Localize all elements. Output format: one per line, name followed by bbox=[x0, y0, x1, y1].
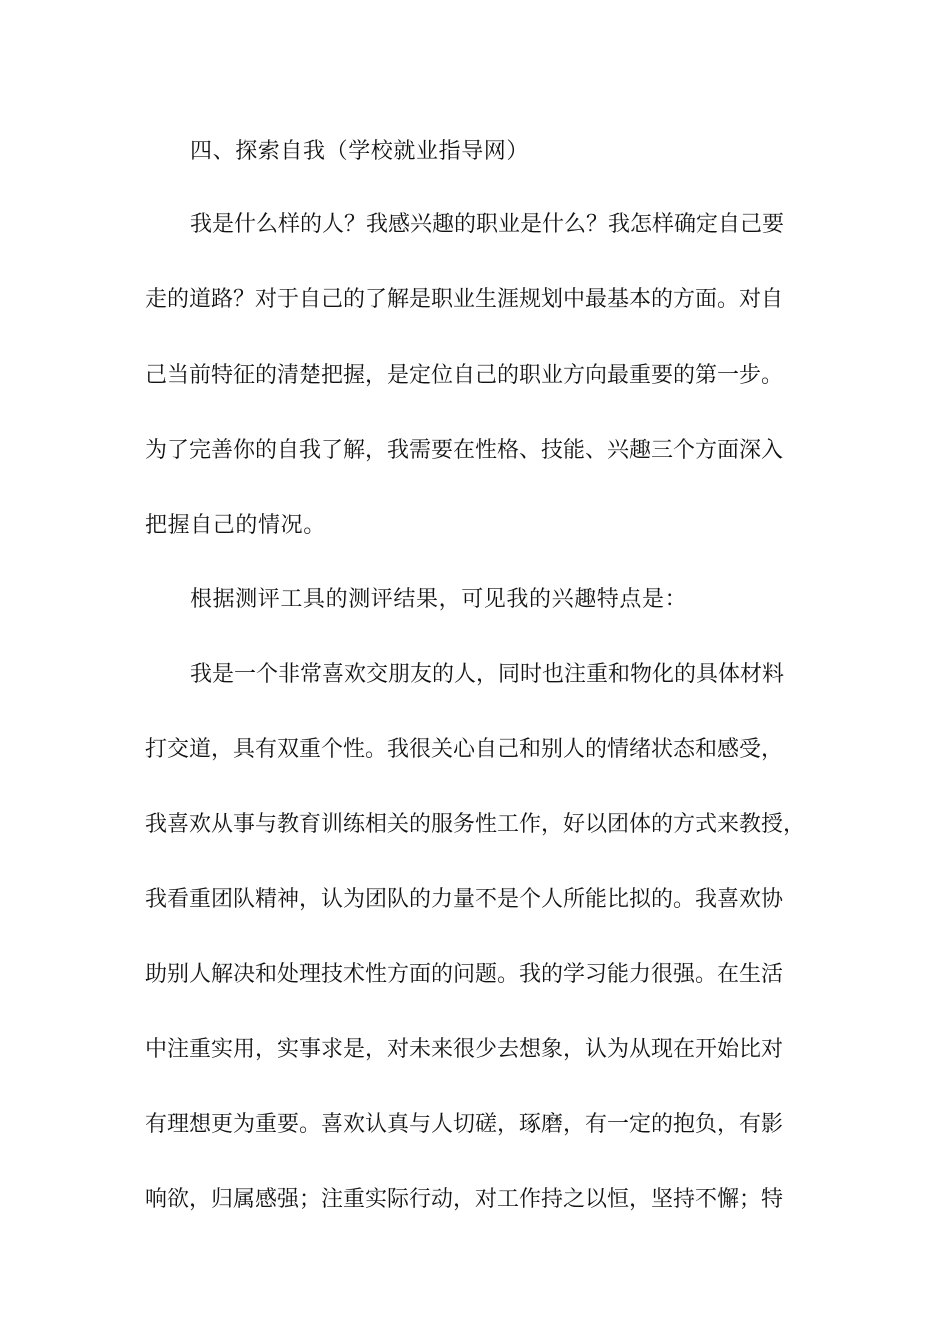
paragraph-line: 助别人解决和处理技术性方面的问题。我的学习能力很强。在生活 bbox=[145, 962, 784, 987]
paragraph-line: 中注重实用，实事求是，对未来很少去想象，认为从现在开始比对 bbox=[145, 1037, 784, 1062]
paragraph-line: 我是什么样的人？我感兴趣的职业是什么？我怎样确定自己要 bbox=[190, 212, 785, 237]
paragraph-line: 己当前特征的清楚把握，是定位自己的职业方向最重要的第一步。 bbox=[145, 363, 784, 388]
paragraph-line: 根据测评工具的测评结果，可见我的兴趣特点是： bbox=[190, 587, 688, 612]
paragraph-line: 响欲，归属感强；注重实际行动，对工作持之以恒，坚持不懈；特 bbox=[145, 1187, 784, 1212]
paragraph-line: 走的道路？对于自己的了解是职业生涯规划中最基本的方面。对自 bbox=[145, 287, 784, 312]
paragraph-line: 我喜欢从事与教育训练相关的服务性工作，好以团体的方式来教授， bbox=[145, 812, 806, 837]
paragraph-line: 为了完善你的自我了解，我需要在性格、技能、兴趣三个方面深入 bbox=[145, 438, 784, 463]
paragraph-line: 我是一个非常喜欢交朋友的人，同时也注重和物化的具体材料 bbox=[190, 662, 785, 687]
paragraph-line: 有理想更为重要。喜欢认真与人切磋，琢磨，有一定的抱负，有影 bbox=[145, 1112, 784, 1137]
paragraph-line: 我看重团队精神，认为团队的力量不是个人所能比拟的。我喜欢协 bbox=[145, 887, 784, 912]
section-heading: 四、探索自我（学校就业指导网） bbox=[190, 139, 530, 164]
paragraph-line: 打交道，具有双重个性。我很关心自己和别人的情绪状态和感受， bbox=[145, 737, 784, 762]
paragraph-line: 把握自己的情况。 bbox=[145, 513, 326, 538]
